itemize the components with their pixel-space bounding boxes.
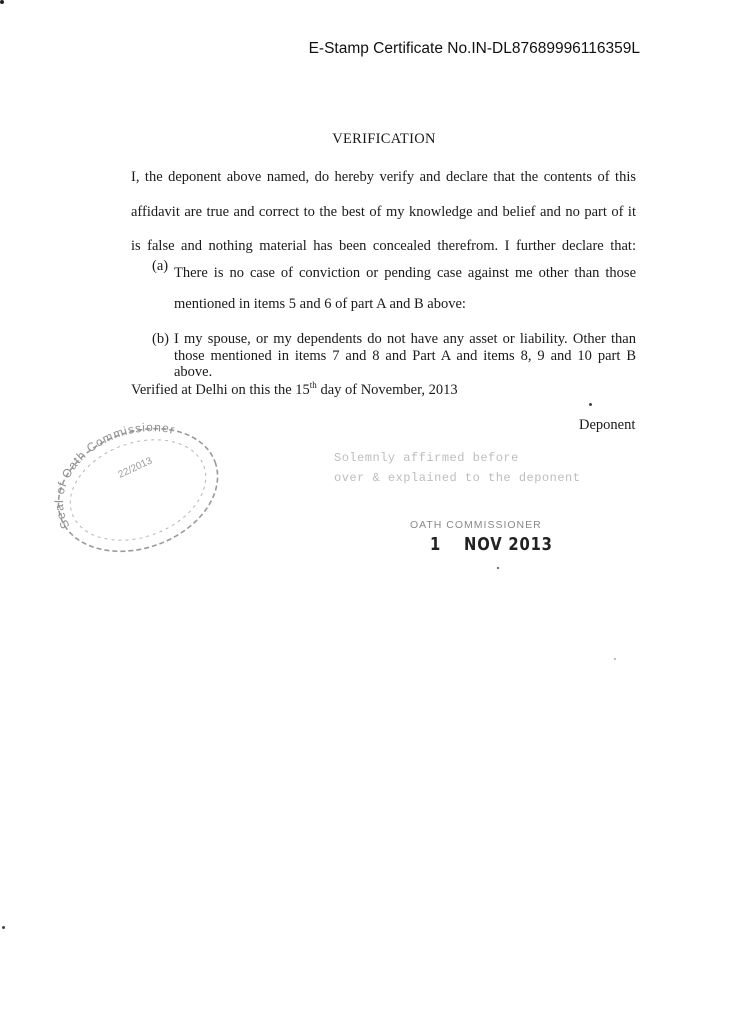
oath-commissioner-stamp-label: OATH COMMISSIONER <box>410 519 542 531</box>
paragraph-line: is false and nothing material has been concealed therefrom. I further declare that: <box>131 238 636 254</box>
item-body <box>174 258 636 320</box>
e-stamp-certificate-number: E-Stamp Certificate No.IN-DL87689996116359L <box>308 40 640 57</box>
svg-text:Seal of Oath Commissioner <box>52 420 177 531</box>
oath-date-month-year: NOV 2013 <box>464 534 553 555</box>
item-line: those mentioned in items 7 and 8 and Part A and items 8, 9 and 10 part B <box>174 347 636 364</box>
oath-commissioner-seal <box>48 418 228 558</box>
ink-speck <box>2 926 5 929</box>
verified-statement <box>131 380 458 399</box>
item-marker: (a) <box>152 258 169 274</box>
ink-speck <box>497 567 499 569</box>
oath-date-day: 1 <box>430 534 442 555</box>
ink-speck <box>614 658 616 660</box>
attestation-faint-line-1: Solemnly affirmed before <box>334 451 519 465</box>
date-ordinal-suffix: th <box>309 380 317 390</box>
verified-suffix: day of November, 2013 <box>316 382 458 398</box>
item-marker: (b) <box>152 331 169 347</box>
deponent-signature-label: Deponent <box>579 417 636 433</box>
ink-speck <box>0 0 4 4</box>
seal-inner-text: 22/2013 <box>116 455 155 481</box>
verification-heading: VERIFICATION <box>332 131 436 147</box>
paragraph-line: I, the deponent above named, do hereby verify and declare that the contents of this <box>131 169 636 185</box>
item-line: There is no case of conviction or pending case against me other than those <box>174 265 636 281</box>
item-line: mentioned in items 5 and 6 of part A and B above: <box>174 296 466 312</box>
verified-prefix: Verified at Delhi on this the 15 <box>131 382 310 398</box>
item-body <box>174 331 636 381</box>
ink-speck <box>589 403 592 406</box>
attestation-faint-line-2: over & explained to the deponent <box>334 471 581 485</box>
oath-date-stamp <box>430 534 553 555</box>
paragraph-line: affidavit are true and correct to the best of my knowledge and belief and no part of it <box>131 203 636 220</box>
item-line: I my spouse, or my dependents do not have any asset or liability. Other than <box>174 331 636 347</box>
seal-ring-text: Seal of Oath Commissioner <box>51 420 177 532</box>
item-line: above. <box>174 364 213 380</box>
verification-paragraph <box>131 160 636 264</box>
